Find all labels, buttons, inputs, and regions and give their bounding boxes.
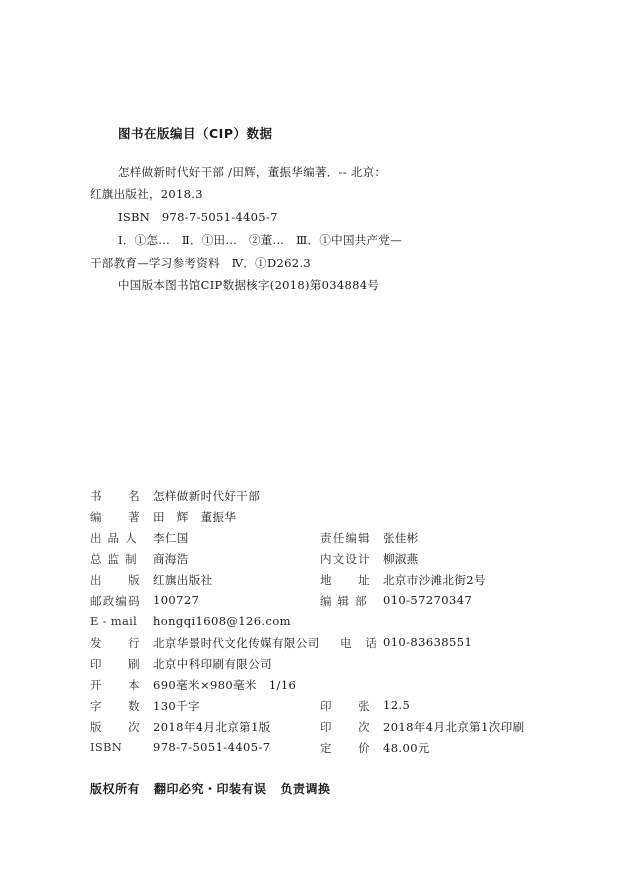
- info-label-address: 地 址: [320, 573, 371, 587]
- info-label-format: 开 本: [90, 678, 141, 692]
- copyright-notice: [90, 780, 345, 797]
- info-value-printing: 2018年4月北京第1次印刷: [383, 720, 525, 734]
- info-label-author: 编 著: [90, 510, 141, 524]
- cip-line-isbn: ISBN 978-7-5051-4405-7: [118, 210, 278, 224]
- info-label-isbn: ISBN: [90, 740, 123, 754]
- info-value-edition: 2018年4月北京第1版: [153, 720, 271, 734]
- info-value-author: 田 辉 董振华: [153, 510, 237, 524]
- copyright-part-3: 负责调换: [280, 782, 331, 796]
- info-value-address: 北京市沙滩北街2号: [383, 573, 486, 587]
- info-value-designer: 柳淑燕: [383, 552, 419, 566]
- info-label-publisher: 出 版: [90, 573, 141, 587]
- info-value-isbn: 978-7-5051-4405-7: [153, 740, 271, 754]
- info-label-sheets: 印 张: [320, 699, 371, 713]
- info-label-designer: 内文设计: [320, 552, 371, 566]
- info-value-phone: 010-83638551: [383, 635, 473, 649]
- info-value-format: 690毫米×980毫米 1/16: [153, 678, 297, 692]
- info-label-phone: 电 话: [340, 636, 379, 650]
- info-value-producer: 李仁国: [153, 531, 189, 545]
- info-value-distributor: 北京华景时代文化传媒有限公司: [153, 636, 320, 650]
- cip-line-1: 怎样做新时代好干部 /田辉，董振华编著．-- 北京：: [118, 165, 387, 179]
- info-label-producer: 出 品 人: [90, 531, 138, 545]
- cip-line-classification: Ⅰ．①怎… Ⅱ．①田… ②董… Ⅲ．①中国共产党—: [118, 233, 402, 247]
- info-value-postcode: 100727: [153, 593, 200, 607]
- info-label-distributor: 发 行: [90, 636, 141, 650]
- info-label-title: 书 名: [90, 489, 141, 503]
- info-label-email: E - mail: [90, 614, 138, 628]
- info-label-price: 定 价: [320, 741, 371, 755]
- info-value-editorial-office: 010-57270347: [383, 593, 473, 607]
- info-label-word-count: 字 数: [90, 699, 141, 713]
- copyright-part-2: 翻印必究・印装有误: [154, 782, 267, 796]
- info-value-sheets: 12.5: [383, 698, 411, 712]
- info-value-editor: 张佳彬: [383, 531, 419, 545]
- info-label-supervisor: 总 监 制: [90, 552, 138, 566]
- info-label-printing: 印 次: [320, 720, 371, 734]
- info-value-publisher: 红旗出版社: [153, 573, 213, 587]
- info-label-printer: 印 刷: [90, 657, 141, 671]
- cip-line-classification-cont: 干部教育—学习参考资料 Ⅳ．①D262.3: [90, 256, 311, 270]
- copyright-part-1: 版权所有: [90, 782, 141, 796]
- info-label-edition: 版 次: [90, 720, 141, 734]
- info-label-editor: 责任编辑: [320, 531, 371, 545]
- info-value-title: 怎样做新时代好干部: [153, 489, 261, 503]
- cip-line-record-number: 中国版本图书馆CIP数据核字(2018)第034884号: [118, 278, 380, 292]
- cip-line-2: 红旗出版社，2018.3: [90, 187, 203, 201]
- info-value-word-count: 130千字: [153, 699, 200, 713]
- cip-title: 图书在版编目（CIP）数据: [118, 126, 273, 141]
- info-label-editorial-office: 编 辑 部: [320, 594, 368, 608]
- info-value-supervisor: 商海浩: [153, 552, 189, 566]
- info-value-printer: 北京中科印刷有限公司: [153, 657, 272, 671]
- info-value-email: hongqi1608@126.com: [153, 614, 291, 628]
- info-value-price: 48.00元: [383, 741, 430, 755]
- info-label-postcode: 邮政编码: [90, 594, 141, 608]
